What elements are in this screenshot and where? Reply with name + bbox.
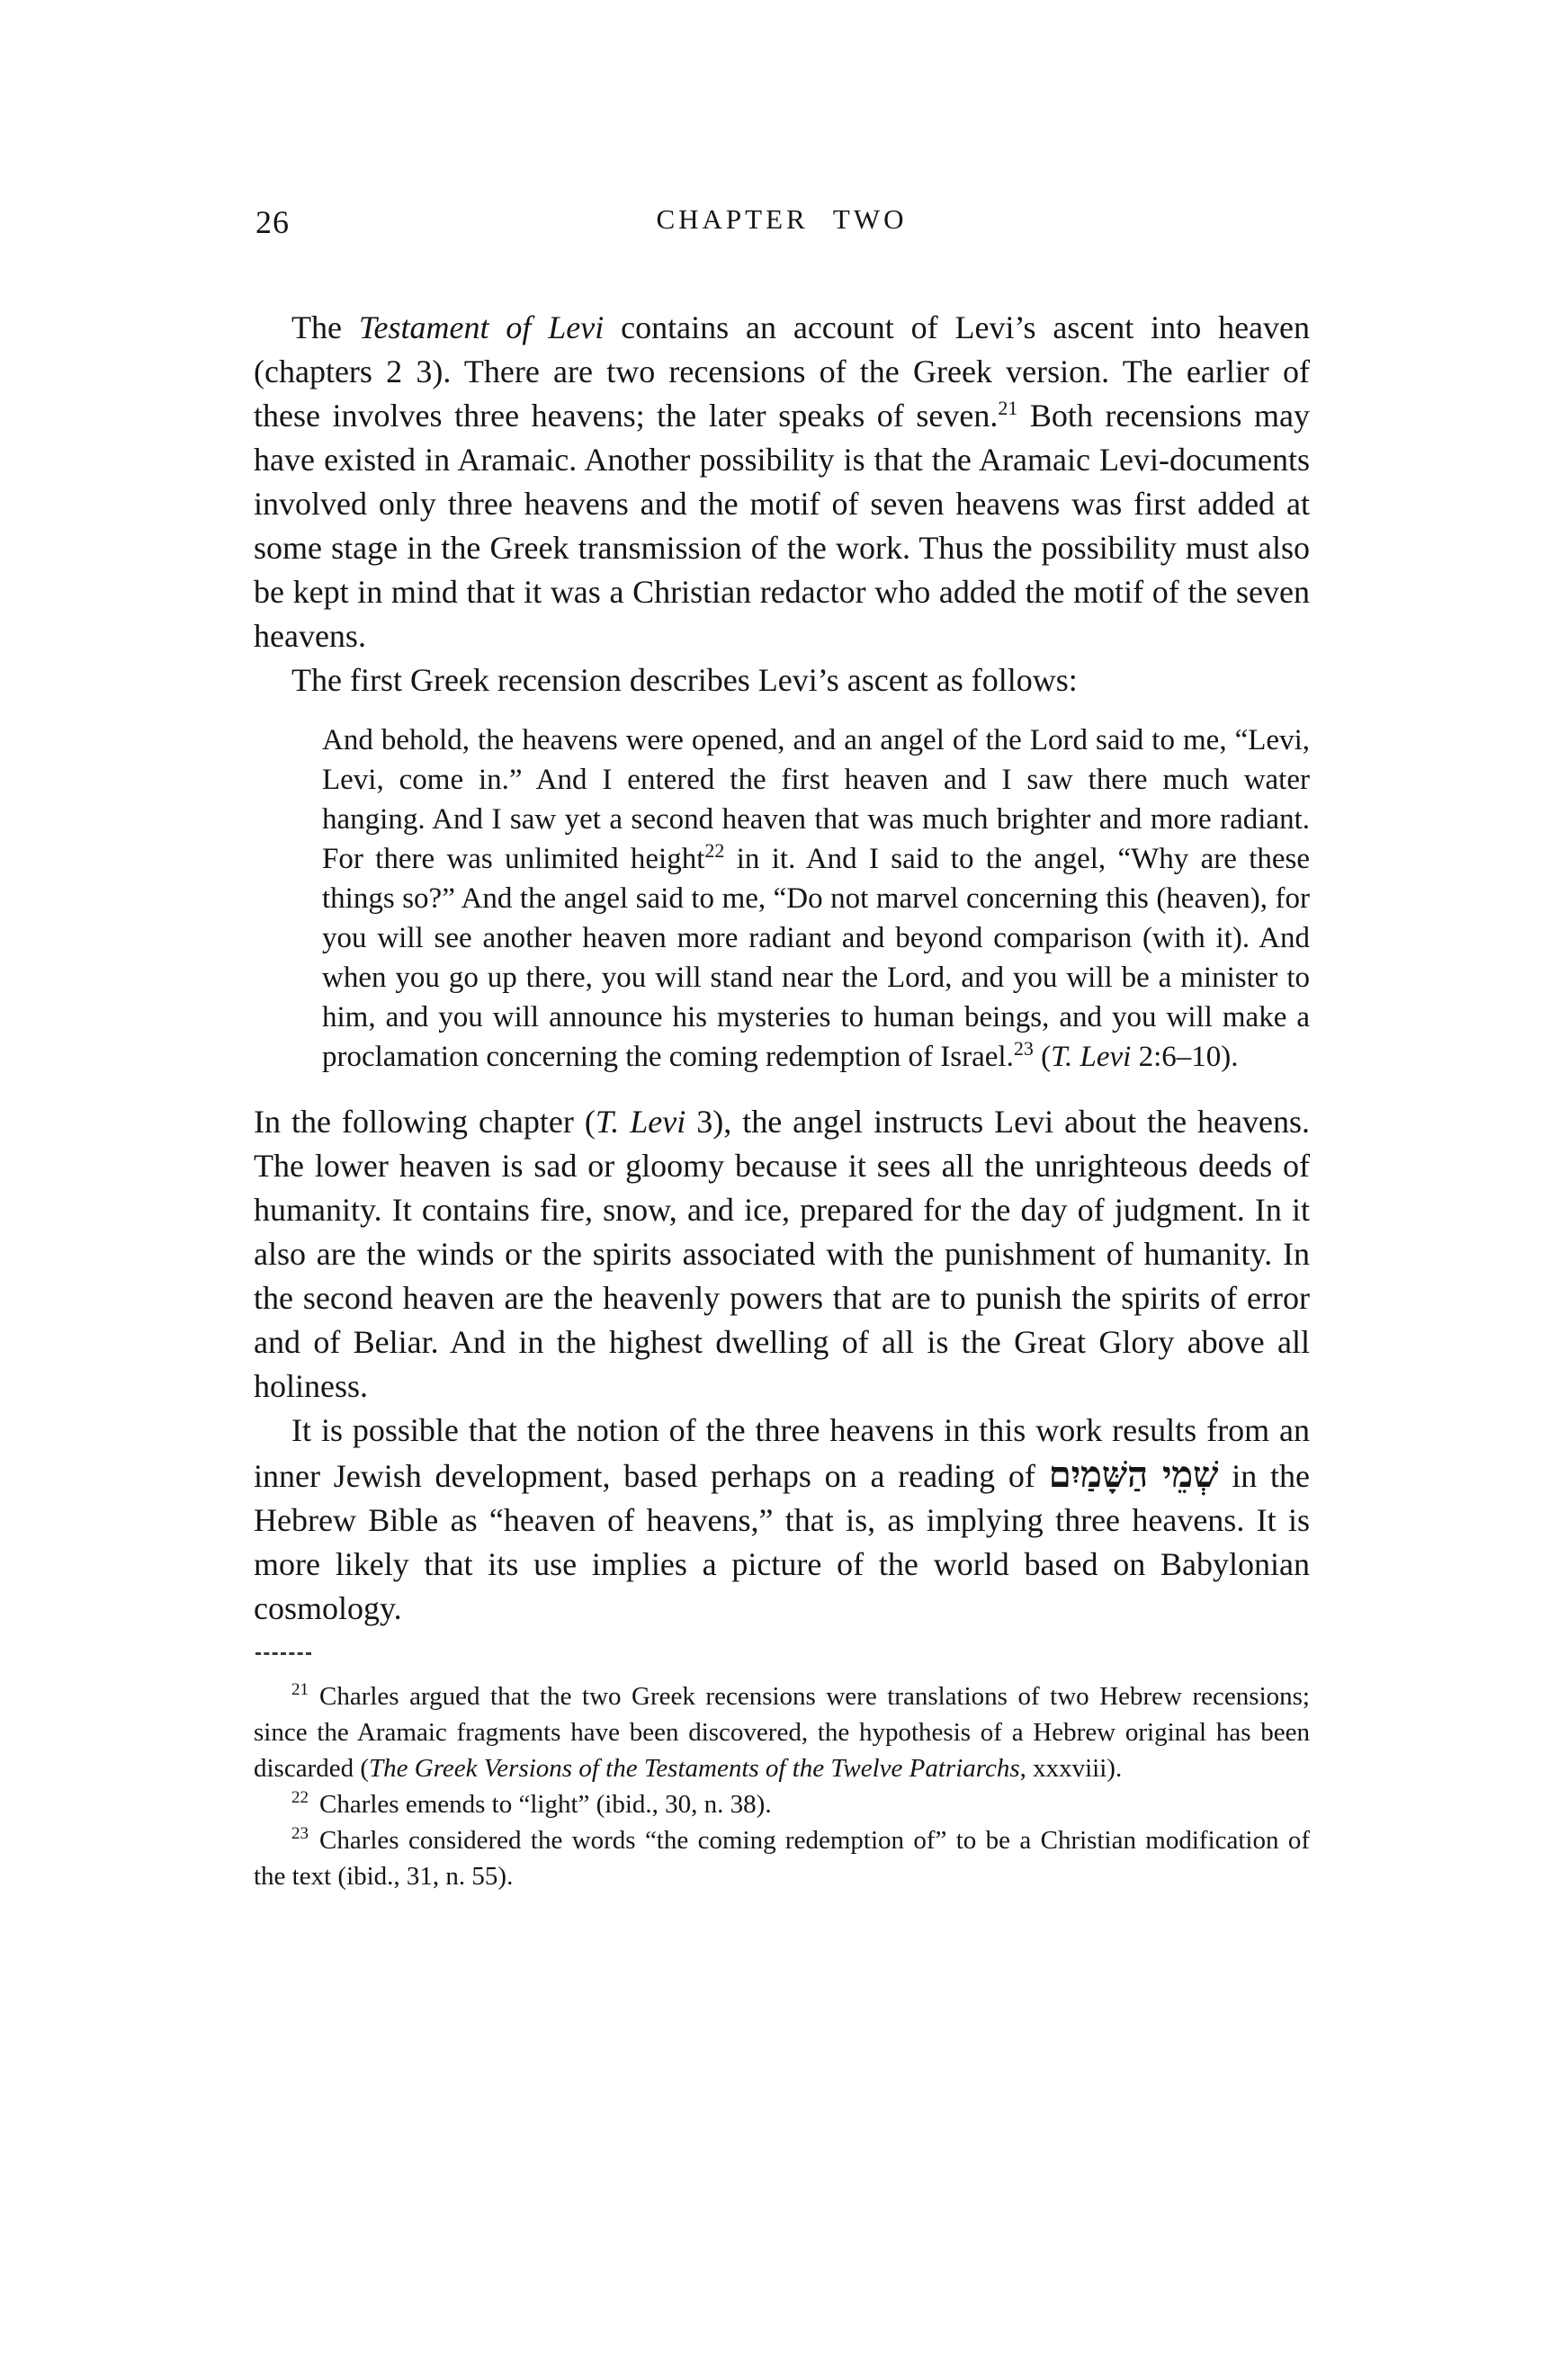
footnote-21 xyxy=(254,1678,1310,1786)
paragraph-recension-lead-in: The first Greek recension describes Levi’s ascent as follows: xyxy=(291,662,1078,698)
paragraph-testament-intro xyxy=(254,306,1310,658)
footnote-marker-21: 21 xyxy=(291,1680,309,1700)
main-text xyxy=(254,306,1310,1631)
text-run: The xyxy=(291,309,359,345)
footnote-separator-rule xyxy=(255,1652,311,1655)
text-run: Charles emends to “light” (ibid., 30, n. 38). xyxy=(319,1790,772,1819)
text-run: in the Hebrew Bible as “heaven of heavens,” that is, as implying three heavens. It is more likely that its use implies a picture of the world based on Babylonian cosmology. xyxy=(254,1458,1310,1626)
text-column xyxy=(254,0,1310,1894)
text-run: Charles argued that the two Greek recensions were translations of two Hebrew recensions; since the Aramaic fragments have been discovered, the hypothesis of a Hebrew original has been discarded ( xyxy=(254,1682,1310,1783)
paragraph-three-heavens-origin xyxy=(254,1409,1310,1631)
text-run: And behold, the heavens were opened, and an angel of the Lord said to me, “Levi, Levi, come in.” And I entered the first heaven and I saw there much water hanging. And I saw yet a second heaven that was much brighter and more radiant. For there was unlimited height xyxy=(322,724,1310,875)
footnote-ref-23: 23 xyxy=(1013,1037,1034,1060)
paragraph-chapter-three xyxy=(254,1100,1310,1409)
text-run: In the following chapter ( xyxy=(254,1104,596,1140)
footnote-22 xyxy=(254,1786,1310,1822)
work-title-testament-of-levi: Testament of Levi xyxy=(358,309,605,345)
text-run: 2:6–10). xyxy=(1131,1041,1239,1073)
footnote-marker-23: 23 xyxy=(291,1824,309,1844)
hebrew-phrase-shemei-hashamayim: שְׁמֵי הַשָּׁמַיִם xyxy=(1048,1454,1219,1495)
text-run: , xxxviii). xyxy=(1019,1754,1123,1783)
work-title-t-levi: T. Levi xyxy=(595,1104,686,1140)
footnote-23 xyxy=(254,1822,1310,1894)
text-run: in it. And I said to the angel, “Why are these things so?” And the angel said to me, “Do not marvel concerning this (heaven), for you will see another heaven more radiant and beyond comparison (with it). And when you go up there, you will stand near the Lord, and you will be a minister to him, and you will announce his mysteries to human beings, and you will make a proclamation concerning the coming redemption of Israel. xyxy=(322,843,1310,1073)
footnote-ref-21: 21 xyxy=(998,397,1018,419)
text-run: Both recensions may have existed in Aramaic. Another possibility is that the Aramaic Levi-documents involved only three heavens and the motif of seven heavens was first added at some stage in the Greek transmission of the work. Thus the possibility must also be kept in mind that it was a Christian redactor who added the motif of the seven heavens. xyxy=(254,398,1310,654)
footnote-area xyxy=(254,1652,1310,1894)
running-head: CHAPTER TWO xyxy=(656,203,908,235)
text-run: ( xyxy=(1033,1041,1052,1073)
text-run: 3), the angel instructs Levi about the heavens. The lower heaven is sad or gloomy because it sees all the unrighteous deeds of humanity. It contains fire, snow, and ice, prepared for the day of judgment. In it also are the winds or the spirits associated with the punishment of humanity. In the second heaven are the heavenly powers that are to punish the spirits of error and of Beliar. And in the highest dwelling of all is the Great Glory above all holiness. xyxy=(254,1104,1311,1404)
book-title-greek-versions: The Greek Versions of the Testaments of the Twelve Patriarchs xyxy=(369,1754,1020,1783)
footnote-marker-22: 22 xyxy=(291,1788,309,1808)
block-quote-t-levi xyxy=(322,720,1310,1077)
page-number: 26 xyxy=(255,204,290,240)
text-run: contains an account of Levi’s ascent into heaven (chapters 2 3). There are two recensions of the Greek version. The earlier of these involves three heavens; the later speaks of seven. xyxy=(254,309,1310,434)
footnote-ref-22: 22 xyxy=(704,839,725,862)
work-title-t-levi: T. Levi xyxy=(1051,1041,1132,1073)
text-run: Charles considered the words “the coming redemption of” to be a Christian modification of the text (ibid., 31, n. 55). xyxy=(254,1826,1310,1891)
page-header xyxy=(254,203,1310,239)
text-run: It is possible that the notion of the three heavens in this work results from an inner Jewish development, based perhaps on a reading of xyxy=(254,1412,1310,1494)
